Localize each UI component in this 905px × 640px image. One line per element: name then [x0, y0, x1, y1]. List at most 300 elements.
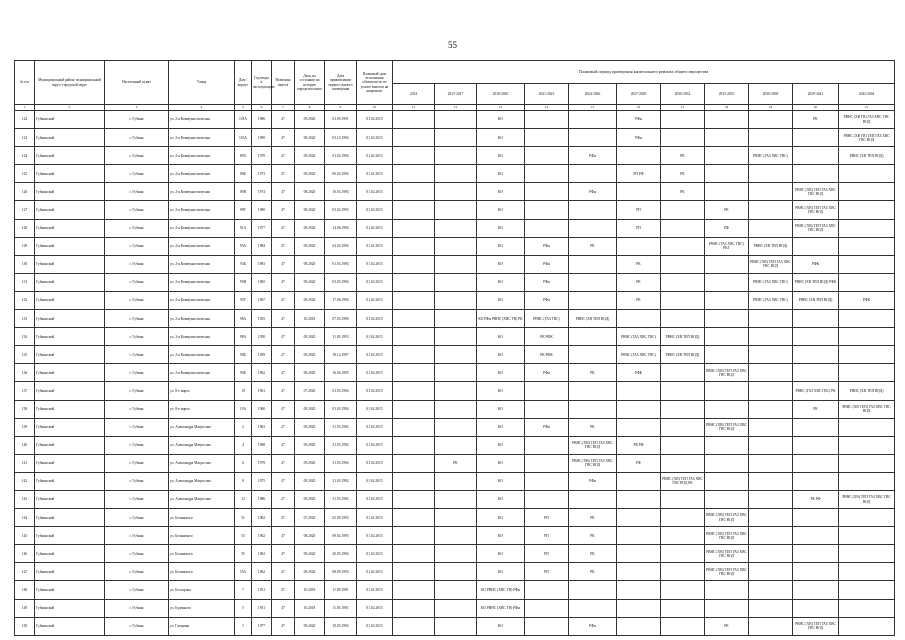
row-period-work: РВНС (ХВ ТЕП ВОД) [839, 147, 895, 165]
row-street: ул. 2-я Коммунистическая [169, 346, 235, 364]
row-number: 125 [15, 165, 35, 183]
table-row [15, 509, 895, 527]
row-period-work [569, 291, 617, 309]
row-period-work [839, 183, 895, 201]
row-period-work [393, 346, 435, 364]
row-period-work: РВНС (ХВ) ТЕП ГАЗ ХВС ГВС ВОД [569, 436, 617, 454]
row-date-state: 09.2020 [295, 436, 325, 454]
row-settlement: г. Губкин [105, 436, 169, 454]
row-period-work [569, 255, 617, 273]
row-street: ул. 2-я Коммунистическая [169, 111, 235, 129]
row-period-work [393, 364, 435, 382]
row-period-work [393, 165, 435, 183]
header-district: Муниципальный район/ муниципальный округ/ городской округ [35, 61, 105, 105]
row-period-work [661, 563, 705, 581]
row-date-state: 09.2020 [295, 273, 325, 291]
row-period-work [661, 364, 705, 382]
row-wear: 47 [272, 617, 295, 635]
row-deadline: 01.02.2015 [357, 599, 393, 617]
row-period-work: РФн [525, 418, 569, 436]
table-row [15, 472, 895, 490]
row-period-work [839, 472, 895, 490]
row-period-work: КО [477, 364, 525, 382]
row-district: Губкинский [35, 490, 105, 508]
row-district: Губкинский [35, 111, 105, 129]
row-period-work [525, 219, 569, 237]
row-period-work [435, 617, 477, 635]
row-period-work [661, 527, 705, 545]
row-period-work [749, 490, 793, 508]
row-settlement: г. Губкин [105, 219, 169, 237]
row-period-work: РК [435, 454, 477, 472]
row-deadline: 01.02.2015 [357, 509, 393, 527]
row-settlement: г. Губкин [105, 111, 169, 129]
row-settlement: г. Губкин [105, 129, 169, 147]
table-row [15, 545, 895, 563]
row-period-work [435, 563, 477, 581]
row-period-work: РК РФ [617, 436, 661, 454]
table-row [15, 111, 895, 129]
row-period-work: РВНС (ГАЗ ХВС ГВС) РКГ [705, 237, 749, 255]
row-period-work [661, 255, 705, 273]
header-periods-title: Плановый период проведения капитального ремонта общего имущества [393, 61, 895, 84]
table-row [15, 273, 895, 291]
row-district: Губкинский [35, 255, 105, 273]
row-year: 1973 [252, 165, 272, 183]
row-date-privatization: 03.03.1994 [325, 273, 357, 291]
row-period-work: РВНС (ХВ ТЕП ВОД) [749, 237, 793, 255]
row-date-privatization: 09.02.1995 [325, 527, 357, 545]
row-period-work [749, 472, 793, 490]
row-deadline: 01.02.2015 [357, 454, 393, 472]
row-period-work [793, 364, 839, 382]
row-wear: 47 [272, 147, 295, 165]
column-number: 2 [35, 105, 105, 111]
row-deadline: 01.02.2015 [357, 617, 393, 635]
row-date-privatization: 31.03.1992 [325, 418, 357, 436]
row-number: 144 [15, 509, 35, 527]
row-year: 1974 [252, 183, 272, 201]
row-year: 1962 [252, 509, 272, 527]
row-period-work: РК [705, 201, 749, 219]
row-number: 123 [15, 129, 35, 147]
row-street: ул. Александра Матросова [169, 418, 235, 436]
row-period-work [749, 509, 793, 527]
row-settlement: г. Губкин [105, 581, 169, 599]
row-district: Губкинский [35, 527, 105, 545]
table-row [15, 400, 895, 418]
row-period-work [525, 472, 569, 490]
column-number: 1 [15, 105, 35, 111]
row-period-work [569, 328, 617, 346]
row-period-work: РП [525, 509, 569, 527]
row-period-work [617, 581, 661, 599]
row-period-work: КО [477, 382, 525, 400]
row-period-work [749, 400, 793, 418]
row-period-work [661, 454, 705, 472]
row-period-work [435, 436, 477, 454]
row-period-work: РФ [617, 454, 661, 472]
row-district: Губкинский [35, 418, 105, 436]
column-number: 21 [839, 105, 895, 111]
column-number: 10 [357, 105, 393, 111]
period-header: 2015-2017 [435, 84, 477, 105]
row-wear: 47 [272, 310, 295, 328]
row-year: 1970 [252, 147, 272, 165]
row-year: 1950 [252, 328, 272, 346]
row-period-work [393, 201, 435, 219]
row-period-work: РВНС (ХВ) ТЕП ГАЗ ХВС ГВС ВОД [705, 418, 749, 436]
row-street: ул. 2-я Коммунистическая [169, 201, 235, 219]
row-year: 1975 [252, 472, 272, 490]
row-date-privatization: 08.09.1993 [325, 563, 357, 581]
row-date-state: 09.2020 [295, 111, 325, 129]
row-date-privatization: 01.02.1994 [325, 147, 357, 165]
row-period-work [839, 527, 895, 545]
row-period-work: РФн [525, 291, 569, 309]
row-street: ул. 2-я Коммунистическая [169, 147, 235, 165]
row-period-work: РК [569, 418, 617, 436]
row-settlement: г. Губкин [105, 563, 169, 581]
row-house: 98А [235, 328, 252, 346]
row-deadline: 01.02.2015 [357, 382, 393, 400]
row-settlement: г. Губкин [105, 472, 169, 490]
row-period-work [839, 255, 895, 273]
row-settlement: г. Губкин [105, 545, 169, 563]
row-period-work: КО [477, 346, 525, 364]
row-deadline: 01.02.2015 [357, 527, 393, 545]
table-row [15, 255, 895, 273]
row-year: 1951 [252, 599, 272, 617]
row-period-work [661, 310, 705, 328]
row-period-work: КО [477, 454, 525, 472]
row-period-work [661, 617, 705, 635]
row-period-work [617, 183, 661, 201]
row-period-work [793, 418, 839, 436]
row-period-work [393, 581, 435, 599]
row-date-state: 09.2020 [295, 328, 325, 346]
row-period-work [793, 346, 839, 364]
period-header: 2036-2038 [749, 84, 793, 105]
row-wear: 47 [272, 454, 295, 472]
row-period-work [435, 346, 477, 364]
row-period-work [525, 581, 569, 599]
row-period-work [793, 237, 839, 255]
row-house: 89Г [235, 201, 252, 219]
row-wear: 47 [272, 472, 295, 490]
row-period-work [661, 418, 705, 436]
row-number: 134 [15, 328, 35, 346]
row-district: Губкинский [35, 364, 105, 382]
page-number: 55 [448, 40, 457, 50]
row-wear: 47 [272, 111, 295, 129]
row-date-state: 10.2018 [295, 581, 325, 599]
row-period-work [393, 183, 435, 201]
row-settlement: г. Губкин [105, 255, 169, 273]
row-wear: 47 [272, 183, 295, 201]
row-period-work [661, 111, 705, 129]
row-period-work [661, 201, 705, 219]
row-street: ул. Белинского [169, 545, 235, 563]
row-year: 1986 [252, 490, 272, 508]
row-settlement: г. Губкин [105, 165, 169, 183]
row-date-state: 08.2020 [295, 183, 325, 201]
row-period-work: РВНС (ХВ) ТЕП ГАЗ ХВС ГВС ВОД [793, 183, 839, 201]
row-street: ул. 2-я Коммунистическая [169, 165, 235, 183]
table-row [15, 527, 895, 545]
row-period-work [525, 183, 569, 201]
row-district: Губкинский [35, 509, 105, 527]
row-year: 1960 [252, 400, 272, 418]
row-date-privatization: 11.05.1991 [325, 599, 357, 617]
row-period-work [749, 581, 793, 599]
row-wear: 47 [272, 219, 295, 237]
row-date-state: 08.2020 [295, 563, 325, 581]
row-period-work [435, 310, 477, 328]
row-year: 1955 [252, 310, 272, 328]
row-house: 99Б [235, 364, 252, 382]
row-wear: 47 [272, 237, 295, 255]
row-period-work [839, 436, 895, 454]
row-period-work [525, 201, 569, 219]
row-house: 51 [235, 509, 252, 527]
row-deadline: 01.02.2015 [357, 291, 393, 309]
row-period-work [661, 400, 705, 418]
row-period-work: РВНС (ГАЗ ХВС ГВС) [749, 147, 793, 165]
row-period-work: РП [617, 219, 661, 237]
row-year: 1983 [252, 255, 272, 273]
row-period-work [617, 509, 661, 527]
row-date-privatization: 11.03.1993 [325, 328, 357, 346]
row-settlement: г. Губкин [105, 310, 169, 328]
row-settlement: г. Губкин [105, 364, 169, 382]
row-period-work [839, 454, 895, 472]
header-date-privatization: Дата приватизации первого жилого помещения [325, 61, 357, 105]
row-street: ул. 2-я Коммунистическая [169, 129, 235, 147]
row-year: 1968 [252, 436, 272, 454]
row-house: 19 [235, 382, 252, 400]
table-row [15, 490, 895, 508]
table-row [15, 454, 895, 472]
row-period-work [435, 165, 477, 183]
row-number: 130 [15, 255, 35, 273]
row-period-work [839, 273, 895, 291]
row-wear: 47 [272, 364, 295, 382]
row-period-work: КО [477, 436, 525, 454]
row-period-work: РВНС (ХВ ТЕП ВОД) [839, 382, 895, 400]
row-settlement: г. Губкин [105, 328, 169, 346]
row-period-work [393, 219, 435, 237]
row-period-work: КО [477, 509, 525, 527]
row-street: ул. 8-е марта [169, 400, 235, 418]
row-house: 89В [235, 183, 252, 201]
row-number: 138 [15, 400, 35, 418]
row-period-work: РФн [525, 237, 569, 255]
row-deadline: 01.02.2015 [357, 346, 393, 364]
row-period-work: РП [617, 201, 661, 219]
row-date-state: 07.2020 [295, 509, 325, 527]
row-period-work [661, 219, 705, 237]
row-street: ул. Белинского [169, 527, 235, 545]
row-date-privatization: 03.02.1993 [325, 201, 357, 219]
table-row [15, 165, 895, 183]
row-period-work: РФК [617, 364, 661, 382]
row-number: 132 [15, 291, 35, 309]
header-date-state: Дата, на состояние на которую определен износ [295, 61, 325, 105]
row-period-work: РК [793, 400, 839, 418]
row-period-work: РК [569, 545, 617, 563]
row-house: 55 [235, 545, 252, 563]
row-settlement: г. Губкин [105, 509, 169, 527]
row-period-work [705, 165, 749, 183]
row-district: Губкинский [35, 545, 105, 563]
row-year: 1984 [252, 237, 272, 255]
header-num: № п/п [15, 61, 35, 105]
row-period-work [749, 346, 793, 364]
row-period-work [617, 545, 661, 563]
row-period-work [393, 111, 435, 129]
row-date-privatization: 03.10.1994 [325, 129, 357, 147]
row-house: 89Б [235, 165, 252, 183]
row-period-work [749, 328, 793, 346]
row-house: 95Г [235, 291, 252, 309]
row-period-work [705, 454, 749, 472]
row-period-work [525, 617, 569, 635]
row-date-privatization: 04.04.1994 [325, 237, 357, 255]
row-street: ул. Болгарова [169, 581, 235, 599]
row-period-work: КО [477, 490, 525, 508]
row-period-work [435, 183, 477, 201]
row-period-work: КО [477, 273, 525, 291]
row-period-work: РФн [617, 111, 661, 129]
row-number: 126 [15, 183, 35, 201]
row-period-work [793, 165, 839, 183]
row-period-work [393, 273, 435, 291]
row-period-work [435, 472, 477, 490]
row-house: 96А [235, 310, 252, 328]
row-period-work [705, 328, 749, 346]
row-period-work [569, 219, 617, 237]
row-wear: 47 [272, 165, 295, 183]
row-date-privatization: 17.06.1994 [325, 291, 357, 309]
row-period-work [661, 581, 705, 599]
row-period-work [705, 291, 749, 309]
register-rows [15, 111, 895, 636]
header-year: Год ввода в эксплуатацию [252, 61, 272, 105]
row-street: ул. Белинского [169, 509, 235, 527]
row-period-work: РВНС (ХВ ТЕП ВОД) РФК [793, 273, 839, 291]
table-row [15, 201, 895, 219]
row-period-work [569, 165, 617, 183]
row-period-work: РВНС (ХВ ТЕП ВОД) [661, 346, 705, 364]
row-period-work [525, 599, 569, 617]
row-house: 1 [235, 617, 252, 635]
row-period-work [569, 599, 617, 617]
row-street: ул. 2-я Коммунистическая [169, 273, 235, 291]
row-number: 137 [15, 382, 35, 400]
row-date-state: 09.2020 [295, 472, 325, 490]
row-deadline: 01.02.2015 [357, 201, 393, 219]
row-period-work: РВНС (ХВ) ТЕП ГАЗ ХВС ГВС ВОД РК [661, 472, 705, 490]
row-street: ул. 2-я Коммунистическая [169, 237, 235, 255]
table-row [15, 147, 895, 165]
column-number: 18 [705, 105, 749, 111]
row-wear: 47 [272, 436, 295, 454]
row-period-work [617, 617, 661, 635]
column-number: 16 [617, 105, 661, 111]
row-period-work: РП РФ [617, 165, 661, 183]
row-wear: 47 [272, 599, 295, 617]
row-period-work [393, 563, 435, 581]
row-period-work [839, 346, 895, 364]
row-period-work [393, 382, 435, 400]
row-period-work [435, 364, 477, 382]
row-period-work [749, 364, 793, 382]
column-number: 15 [569, 105, 617, 111]
row-street: ул. Буденного [169, 599, 235, 617]
row-date-state: 09.2020 [295, 165, 325, 183]
row-period-work: РК [793, 111, 839, 129]
header-street: Улица [169, 61, 235, 105]
row-period-work: КО РФн РВНС (ХВС ГВ) РК [477, 310, 525, 328]
row-period-work [569, 581, 617, 599]
row-wear: 47 [272, 255, 295, 273]
table-row [15, 617, 895, 635]
column-number: 17 [661, 105, 705, 111]
row-wear: 47 [272, 509, 295, 527]
row-period-work [705, 310, 749, 328]
table-row [15, 291, 895, 309]
row-period-work: КО [477, 201, 525, 219]
row-year: 1977 [252, 219, 272, 237]
row-period-work: РФн [525, 255, 569, 273]
row-period-work: КО [477, 400, 525, 418]
row-number: 148 [15, 581, 35, 599]
row-date-state: 10.2018 [295, 599, 325, 617]
row-date-state: 08.2020 [295, 527, 325, 545]
row-period-work [839, 328, 895, 346]
row-period-work [435, 219, 477, 237]
row-period-work [525, 400, 569, 418]
row-date-state: 09.2020 [295, 255, 325, 273]
row-settlement: г. Губкин [105, 599, 169, 617]
row-street: ул. 2-я Коммунистическая [169, 291, 235, 309]
row-date-privatization: 01.03.1994 [325, 400, 357, 418]
row-number: 128 [15, 219, 35, 237]
row-period-work [793, 472, 839, 490]
row-period-work: КО [477, 219, 525, 237]
row-period-work [793, 436, 839, 454]
row-district: Губкинский [35, 147, 105, 165]
row-settlement: г. Губкин [105, 527, 169, 545]
row-district: Губкинский [35, 273, 105, 291]
row-period-work: КО [477, 527, 525, 545]
row-period-work: РП [525, 545, 569, 563]
row-district: Губкинский [35, 599, 105, 617]
row-district: Губкинский [35, 310, 105, 328]
period-header: 2042-2044 [839, 84, 895, 105]
period-header: 2030-2032 [661, 84, 705, 105]
row-period-work: КО [477, 418, 525, 436]
row-district: Губкинский [35, 436, 105, 454]
row-date-privatization: 31.03.1992 [325, 490, 357, 508]
row-period-work [793, 599, 839, 617]
row-house: 6 [235, 454, 252, 472]
row-period-work [661, 599, 705, 617]
row-period-work [617, 418, 661, 436]
row-number: 145 [15, 527, 35, 545]
row-house: 55А [235, 563, 252, 581]
